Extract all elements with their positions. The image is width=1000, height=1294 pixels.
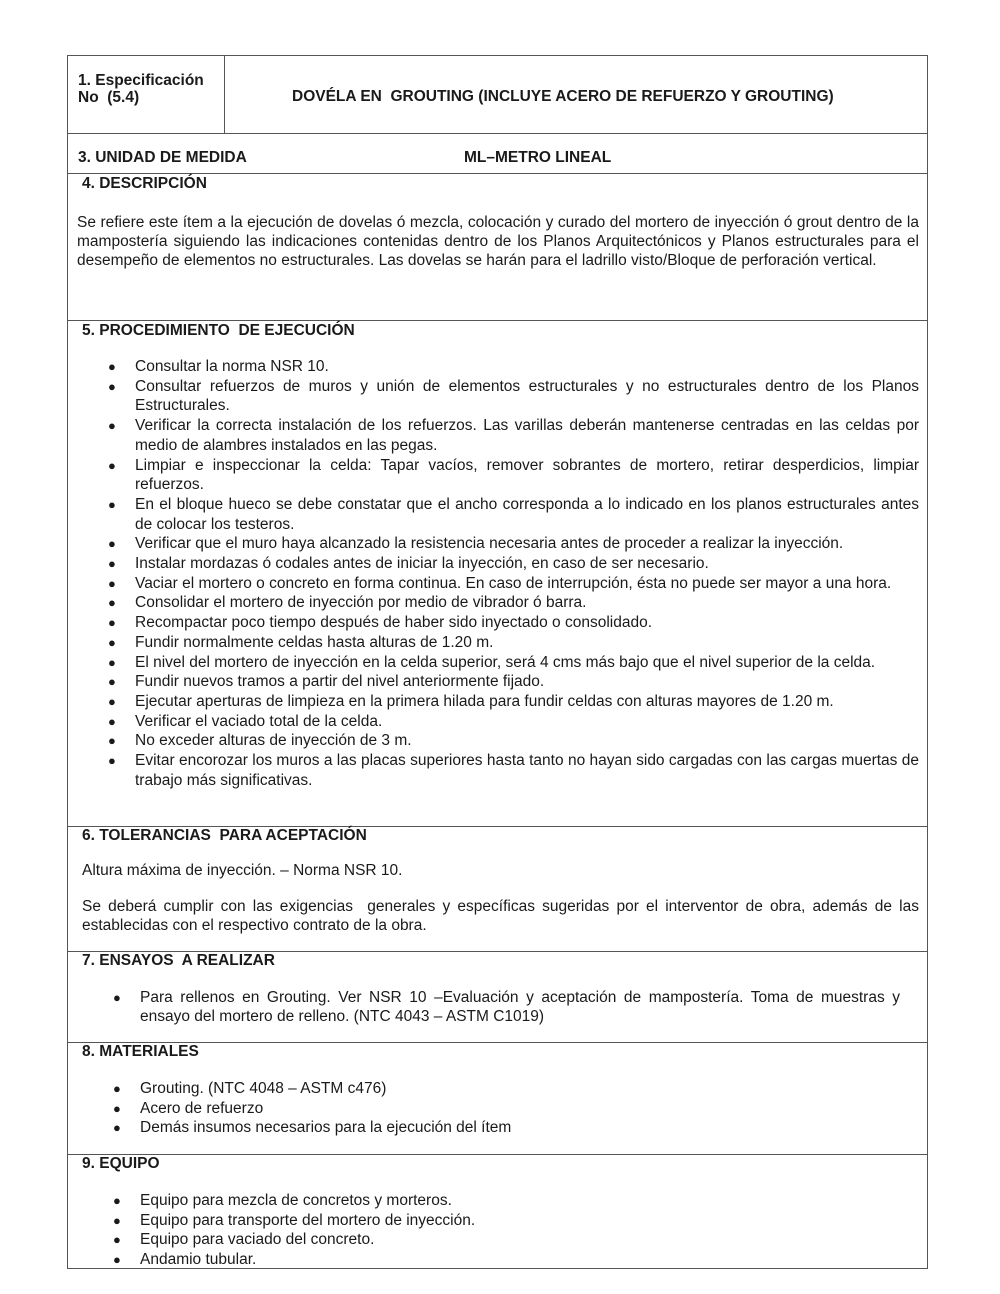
list-item — [108, 456, 919, 495]
bullet-icon: ● — [108, 496, 116, 512]
tolerances-line2: Se deberá cumplir con las exigencias generales y específicas sugeridas por el interventor de obra, además de las establecidas con el respectivo contrato de la obra. — [82, 898, 924, 934]
bullet-icon: ● — [108, 753, 116, 769]
spec-number — [78, 72, 204, 106]
tolerances-heading: 6. TOLERANCIAS PARA ACEPTACIÓN — [82, 827, 367, 844]
bullet-icon: ● — [108, 595, 116, 611]
list-item-text: Equipo para vaciado del concreto. — [140, 1231, 375, 1249]
list-item — [108, 574, 919, 594]
bullet-icon: ● — [108, 713, 116, 729]
list-item-text: Verificar la correcta instalación de los refuerzos. Las varillas deberán mantenerse centradas en las celdas por medio de alambres instalados en las pegas. — [135, 417, 919, 454]
list-item — [108, 416, 919, 455]
list-item — [108, 653, 919, 673]
materials-heading: 8. MATERIALES — [82, 1043, 199, 1060]
divider — [68, 320, 927, 321]
list-item — [108, 751, 919, 790]
list-item-text: Vaciar el mortero o concreto en forma continua. En caso de interrupción, ésta no puede ser mayor a una hora. — [135, 574, 892, 592]
list-item — [108, 554, 919, 574]
divider — [68, 173, 927, 174]
list-item — [113, 1118, 900, 1138]
bullet-icon: ● — [113, 1212, 121, 1228]
description-heading: 4. DESCRIPCIÓN — [82, 175, 207, 192]
bullet-icon: ● — [113, 1252, 121, 1268]
list-item — [108, 672, 919, 692]
list-item — [113, 988, 900, 1026]
list-item — [113, 1099, 900, 1119]
bullet-icon: ● — [108, 693, 116, 709]
equipment-list — [113, 1191, 900, 1270]
list-item — [113, 1250, 900, 1270]
list-item-text: Consultar refuerzos de muros y unión de elementos estructurales y no estructurales dentro de los Planos Estructurales. — [135, 377, 919, 415]
bullet-icon: ● — [108, 378, 116, 394]
divider — [68, 1154, 927, 1155]
list-item-text: Fundir normalmente celdas hasta alturas de 1.20 m. — [135, 633, 494, 651]
list-item — [108, 495, 919, 534]
list-item-text: Consolidar el mortero de inyección por medio de vibrador ó barra. — [135, 594, 587, 612]
list-item — [108, 613, 919, 633]
bullet-icon: ● — [108, 575, 116, 591]
bullet-icon: ● — [108, 536, 116, 552]
list-item-text: No exceder alturas de inyección de 3 m. — [135, 732, 412, 750]
list-item — [108, 534, 919, 554]
divider — [68, 133, 927, 134]
procedure-list — [108, 357, 919, 790]
list-item — [108, 357, 919, 377]
bullet-icon: ● — [108, 457, 116, 473]
tolerances-line1: Altura máxima de inyección. – Norma NSR 10. — [82, 862, 403, 879]
list-item-text: Equipo para transporte del mortero de inyección. — [140, 1211, 476, 1229]
bullet-icon: ● — [108, 556, 116, 572]
bullet-icon: ● — [113, 1120, 121, 1136]
list-item-text: El nivel del mortero de inyección en la celda superior, será 4 cms más bajo que el nivel superior de la celda. — [135, 653, 876, 671]
list-item-text: Recompactar poco tiempo después de haber sido inyectado o consolidado. — [135, 614, 652, 632]
list-item — [113, 1079, 900, 1099]
list-item-text: Consultar la norma NSR 10. — [135, 358, 329, 375]
equipment-heading: 9. EQUIPO — [82, 1155, 160, 1172]
bullet-icon: ● — [108, 634, 116, 650]
list-item — [108, 712, 919, 732]
bullet-icon: ● — [113, 1232, 121, 1248]
bullet-icon: ● — [108, 418, 116, 434]
spec-number-line1: 1. Especificación — [78, 72, 204, 89]
list-item-text: Grouting. (NTC 4048 – ASTM c476) — [140, 1080, 387, 1097]
bullet-icon: ● — [108, 359, 116, 374]
list-item-text: Ejecutar aperturas de limpieza en la primera hilada para fundir celdas con alturas mayores de 1.20 m. — [135, 692, 834, 710]
bullet-icon: ● — [108, 615, 116, 631]
list-item-text: Acero de refuerzo — [140, 1099, 264, 1117]
list-item — [108, 692, 919, 712]
spec-title: DOVÉLA EN GROUTING (INCLUYE ACERO DE REFUERZO Y GROUTING) — [292, 88, 834, 105]
list-item-text: Andamio tubular. — [140, 1251, 257, 1269]
list-item — [113, 1191, 900, 1211]
divider — [224, 56, 225, 133]
list-item-text: Para rellenos en Grouting. Ver NSR 10 –Evaluación y aceptación de mampostería. Toma de muestras y ensayo del mortero de relleno. (NTC 4043 – ASTM C1019) — [140, 989, 900, 1025]
bullet-icon: ● — [113, 1081, 121, 1096]
description-text: Se refiere este ítem a la ejecución de dovelas ó mezcla, colocación y curado del mortero de inyección ó grout dentro de la mampostería siguiendo las indicaciones contenidas dentro de los Planos Arquitectónicos y Planos estructurales para el desempeño de elementos no estructurales. Las dovelas se harán para el ladrillo visto/Bloque de perforación vertical. — [77, 214, 919, 269]
unit-value: ML–METRO LINEAL — [464, 149, 612, 166]
list-item — [108, 633, 919, 653]
list-item-text: Limpiar e inspeccionar la celda: Tapar vacíos, remover sobrantes de mortero, retirar desperdicios, limpiar refuerzos. — [135, 456, 919, 494]
procedure-heading: 5. PROCEDIMIENTO DE EJECUCIÓN — [82, 322, 355, 339]
list-item — [113, 1230, 900, 1250]
list-item-text: Equipo para mezcla de concretos y morteros. — [140, 1192, 452, 1209]
list-item-text: Verificar el vaciado total de la celda. — [135, 712, 383, 730]
tests-heading: 7. ENSAYOS A REALIZAR — [82, 952, 275, 969]
list-item-text: En el bloque hueco se debe constatar que el ancho corresponda a lo indicado en los planos estructurales antes de colocar los testeros. — [135, 495, 919, 533]
list-item-text: Verificar que el muro haya alcanzado la resistencia necesaria antes de proceder a realizar la inyección. — [135, 535, 844, 553]
list-item — [108, 731, 919, 751]
bullet-icon: ● — [113, 1100, 121, 1116]
bullet-icon: ● — [113, 990, 121, 1005]
list-item — [113, 1211, 900, 1231]
list-item — [108, 377, 919, 416]
tests-list — [113, 988, 900, 1026]
spec-number-line2: No (5.4) — [78, 89, 140, 106]
bullet-icon: ● — [113, 1193, 121, 1208]
list-item-text: Instalar mordazas ó codales antes de iniciar la inyección, en caso de ser necesario. — [135, 555, 709, 573]
bullet-icon: ● — [108, 733, 116, 749]
materials-list — [113, 1079, 900, 1138]
list-item-text: Fundir nuevos tramos a partir del nivel anteriormente fijado. — [135, 673, 545, 691]
list-item — [108, 593, 919, 613]
list-item-text: Evitar encorozar los muros a las placas superiores hasta tanto no hayan sido cargadas con las cargas muertas de trabajo más significativas. — [135, 752, 919, 789]
list-item-text: Demás insumos necesarios para la ejecución del ítem — [140, 1119, 512, 1137]
unit-label: 3. UNIDAD DE MEDIDA — [78, 149, 247, 166]
bullet-icon: ● — [108, 654, 116, 670]
bullet-icon: ● — [108, 674, 116, 690]
